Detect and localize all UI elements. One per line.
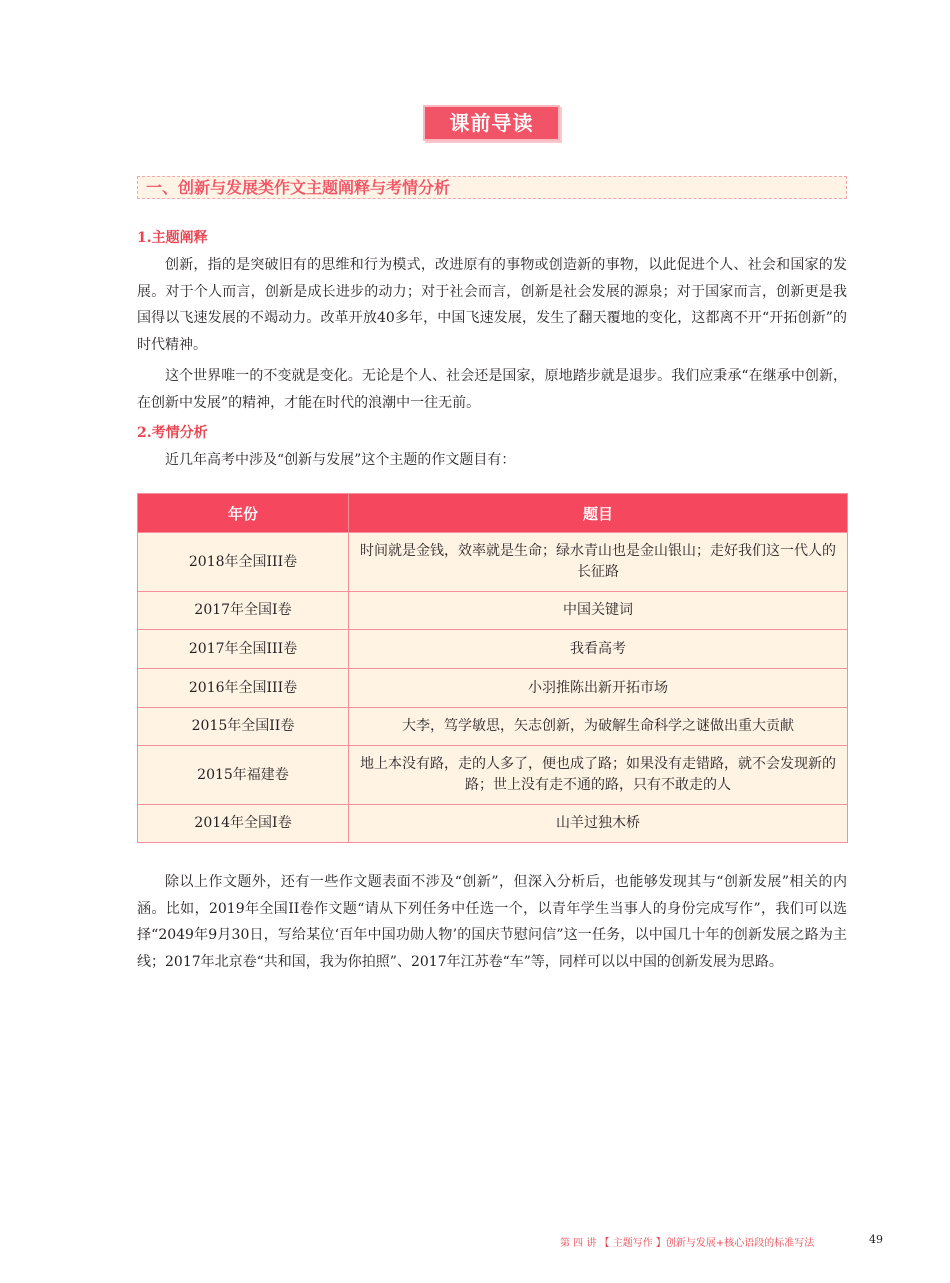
year-cell: 2014年全国I卷 [138,805,349,843]
year-cell: 2015年全国II卷 [138,708,349,746]
topic-cell: 山羊过独木桥 [349,805,848,843]
topic-cell: 地上本没有路，走的人多了，便也成了路；如果没有走错路，就不会发现新的路；世上没有走不通的路，只有不敢走的人 [349,746,848,805]
year-cell: 2017年全国III卷 [138,630,349,669]
column-header-year: 年份 [138,494,349,533]
theme-paragraph-2: 这个世界唯一的不变就是变化。无论是个人、社会还是国家，原地踏步就是退步。我们应秉承“在继承中创新，在创新中发展”的精神，才能在时代的浪潮中一往无前。 [137,368,847,411]
page-number: 49 [869,1233,883,1246]
page-title-badge: 课前导读 [423,105,560,141]
footer-lecture-title: 第 四 讲 【 主题写作 】创新与发展+核心语段的标准写法 [560,1238,815,1249]
topic-cell: 时间就是金钱，效率就是生命；绿水青山也是金山银山；走好我们这一代人的长征路 [349,533,848,592]
closing-paragraph: 除以上作文题外，还有一些作文题表面不涉及“创新”，但深入分析后，也能够发现其与“创新发展”相关的内涵。比如，2019年全国II卷作文题“请从下列任务中任选一个，以青年学生当事人的身份完成写作”，我们可以选择“2049年9月30日，写给某位‘百年中国功勋人物’的国庆节慰问信”这一任务，以中国几十年的创新发展之路为主线；2017年北京卷“共和国，我为你拍照”、2017年江苏卷“车”等，同样可以以中国的创新发展为思路。 [137,874,847,970]
table-header-row [138,494,848,533]
year-cell: 2017年全国I卷 [138,592,349,630]
table-row [138,669,848,708]
table-row [138,630,848,669]
table-row [138,533,848,592]
year-cell: 2016年全国III卷 [138,669,349,708]
year-cell: 2018年全国III卷 [138,533,349,592]
topic-cell: 大李，笃学敏思，矢志创新，为破解生命科学之谜做出重大贡献 [349,708,848,746]
topic-cell: 小羽推陈出新开拓市场 [349,669,848,708]
topic-cell: 我看高考 [349,630,848,669]
analysis-intro: 近几年高考中涉及“创新与发展”这个主题的作文题目有： [165,452,516,468]
page-footer [560,1233,883,1249]
section-heading: 一、创新与发展类作文主题阐释与考情分析 [137,176,847,199]
table-row [138,805,848,843]
table-row [138,592,848,630]
table-row [138,746,848,805]
table-row [138,708,848,746]
theme-paragraph-1: 创新，指的是突破旧有的思维和行为模式，改进原有的事物或创造新的事物，以此促进个人、社会和国家的发展。对于个人而言，创新是成长进步的动力；对于社会而言，创新是社会发展的源泉；对于国家而言，创新更是我国得以飞速发展的不竭动力。改革开放40多年，中国飞速发展，发生了翻天覆地的变化，这都离不开“开拓创新”的时代精神。 [137,257,847,353]
theme-heading: 1.主题阐释 [137,230,208,246]
year-cell: 2015年福建卷 [138,746,349,805]
topic-cell: 中国关键词 [349,592,848,630]
column-header-topic: 题目 [349,494,848,533]
analysis-heading: 2.考情分析 [137,425,208,441]
exam-topics-table [137,493,848,843]
